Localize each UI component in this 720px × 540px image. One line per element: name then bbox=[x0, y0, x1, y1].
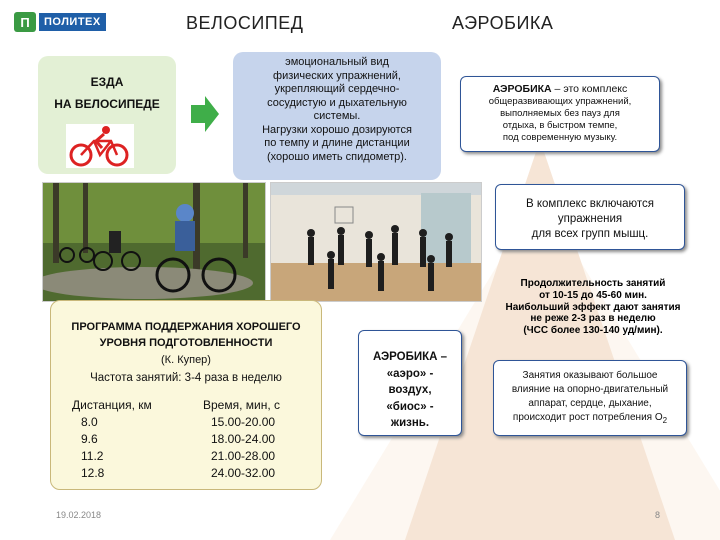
cycling-definition bbox=[233, 52, 441, 180]
effect-last-line: происходит рост потребления О bbox=[512, 412, 663, 423]
effect-subscript: 2 bbox=[662, 416, 668, 425]
aerobics-definition-card bbox=[460, 76, 660, 152]
definition-line: Нагрузки хорошо дозируются bbox=[262, 123, 412, 136]
duration-line: от 10-15 до 45-60 мин. bbox=[539, 289, 647, 301]
program-title-2: УРОВНЯ ПОДГОТОВЛЕННОСТИ bbox=[99, 336, 273, 349]
aerobics-line: общеразвивающих упражнений, bbox=[488, 96, 632, 107]
program-frequency: Частота занятий: 3-4 раза в неделю bbox=[90, 371, 282, 384]
etymology-line: АЭРОБИКА – bbox=[372, 351, 448, 363]
logo-text: ПОЛИТЕХ bbox=[39, 13, 106, 31]
etymology-line: жизнь. bbox=[390, 417, 430, 429]
cycling-line1: ЕЗДА bbox=[90, 75, 124, 89]
time-cell: 15.00-20.00 bbox=[211, 415, 276, 429]
complex-line: В комплекс включаются bbox=[526, 198, 654, 210]
duration-line: (ЧСС более 130-140 уд/мин). bbox=[523, 325, 663, 337]
distance-column bbox=[72, 397, 152, 482]
definition-line: укрепляющий сердечно- bbox=[274, 83, 400, 95]
aerobics-head-tail: – это комплекс bbox=[551, 83, 628, 95]
time-column bbox=[203, 397, 280, 482]
effect-line: влияние на опорно-двигательный bbox=[511, 384, 669, 395]
cycling-line2: НА ВЕЛОСИПЕДЕ bbox=[54, 97, 160, 111]
distance-cell: 11.2 bbox=[81, 449, 104, 463]
definition-line: сосудистую и дыхательную bbox=[267, 96, 407, 109]
cyclist-icon bbox=[66, 124, 134, 168]
cycling-photo bbox=[42, 182, 266, 302]
definition-line: по темпу и длине дистанции bbox=[264, 137, 410, 149]
definition-line: системы. bbox=[313, 110, 361, 122]
aerobics-class-image bbox=[271, 183, 481, 301]
footer-date: 19.02.2018 bbox=[56, 510, 102, 520]
aerobics-head: АЭРОБИКА bbox=[492, 83, 552, 95]
complex-card bbox=[495, 184, 685, 250]
etymology-line: воздух, bbox=[388, 384, 432, 396]
aerobics-line: под современную музыку. bbox=[502, 132, 618, 143]
cycling-box bbox=[38, 56, 176, 174]
etymology-line: «аэро» - bbox=[386, 367, 434, 380]
aerobics-line: отдыха, в быстром темпе, bbox=[502, 120, 618, 131]
distance-header: Дистанция, км bbox=[72, 398, 152, 412]
definition-line: (хорошо иметь спидометр). bbox=[266, 150, 407, 163]
aerobics-line: выполняемых без пауз для bbox=[500, 108, 620, 119]
duration-info bbox=[478, 278, 708, 337]
definition-line: эмоциональный вид bbox=[285, 56, 389, 68]
program-title-1: ПРОГРАММА ПОДДЕРЖАНИЯ ХОРОШЕГО bbox=[71, 321, 301, 333]
distance-cell: 12.8 bbox=[81, 466, 105, 480]
logo-mark: П bbox=[14, 12, 36, 32]
forest-cyclists-image bbox=[43, 183, 265, 301]
effect-line: аппарат, сердце, дыхание, bbox=[528, 398, 652, 409]
title-cycling: ВЕЛОСИПЕД bbox=[186, 13, 304, 33]
definition-line: физических упражнений, bbox=[273, 69, 401, 82]
aerobics-etymology-card bbox=[358, 330, 462, 436]
title-aerobics: АЭРОБИКА bbox=[452, 13, 554, 33]
effect-line: Занятия оказывают большое bbox=[522, 370, 658, 381]
duration-line: не реже 2-3 раз в неделю bbox=[530, 313, 656, 325]
arrow-right-icon bbox=[191, 96, 219, 132]
complex-line: для всех групп мышц. bbox=[531, 228, 649, 240]
duration-line: Наибольший эффект дают занятия bbox=[505, 301, 681, 313]
etymology-line: «биос» - bbox=[386, 400, 434, 413]
duration-line: Продолжительность занятий bbox=[520, 278, 666, 289]
aerobics-photo bbox=[270, 182, 482, 302]
distance-cell: 9.6 bbox=[81, 432, 98, 446]
politech-logo bbox=[14, 12, 106, 32]
cooper-program-box bbox=[50, 300, 322, 490]
time-header: Время, мин, с bbox=[203, 398, 281, 412]
time-cell: 24.00-32.00 bbox=[211, 466, 276, 480]
page-number: 8 bbox=[655, 510, 661, 520]
complex-line: упражнения bbox=[557, 213, 623, 225]
time-cell: 18.00-24.00 bbox=[211, 432, 276, 446]
program-author: (К. Купер) bbox=[161, 354, 211, 366]
distance-cell: 8.0 bbox=[81, 415, 98, 429]
effect-card bbox=[493, 360, 687, 436]
time-cell: 21.00-28.00 bbox=[211, 449, 276, 463]
